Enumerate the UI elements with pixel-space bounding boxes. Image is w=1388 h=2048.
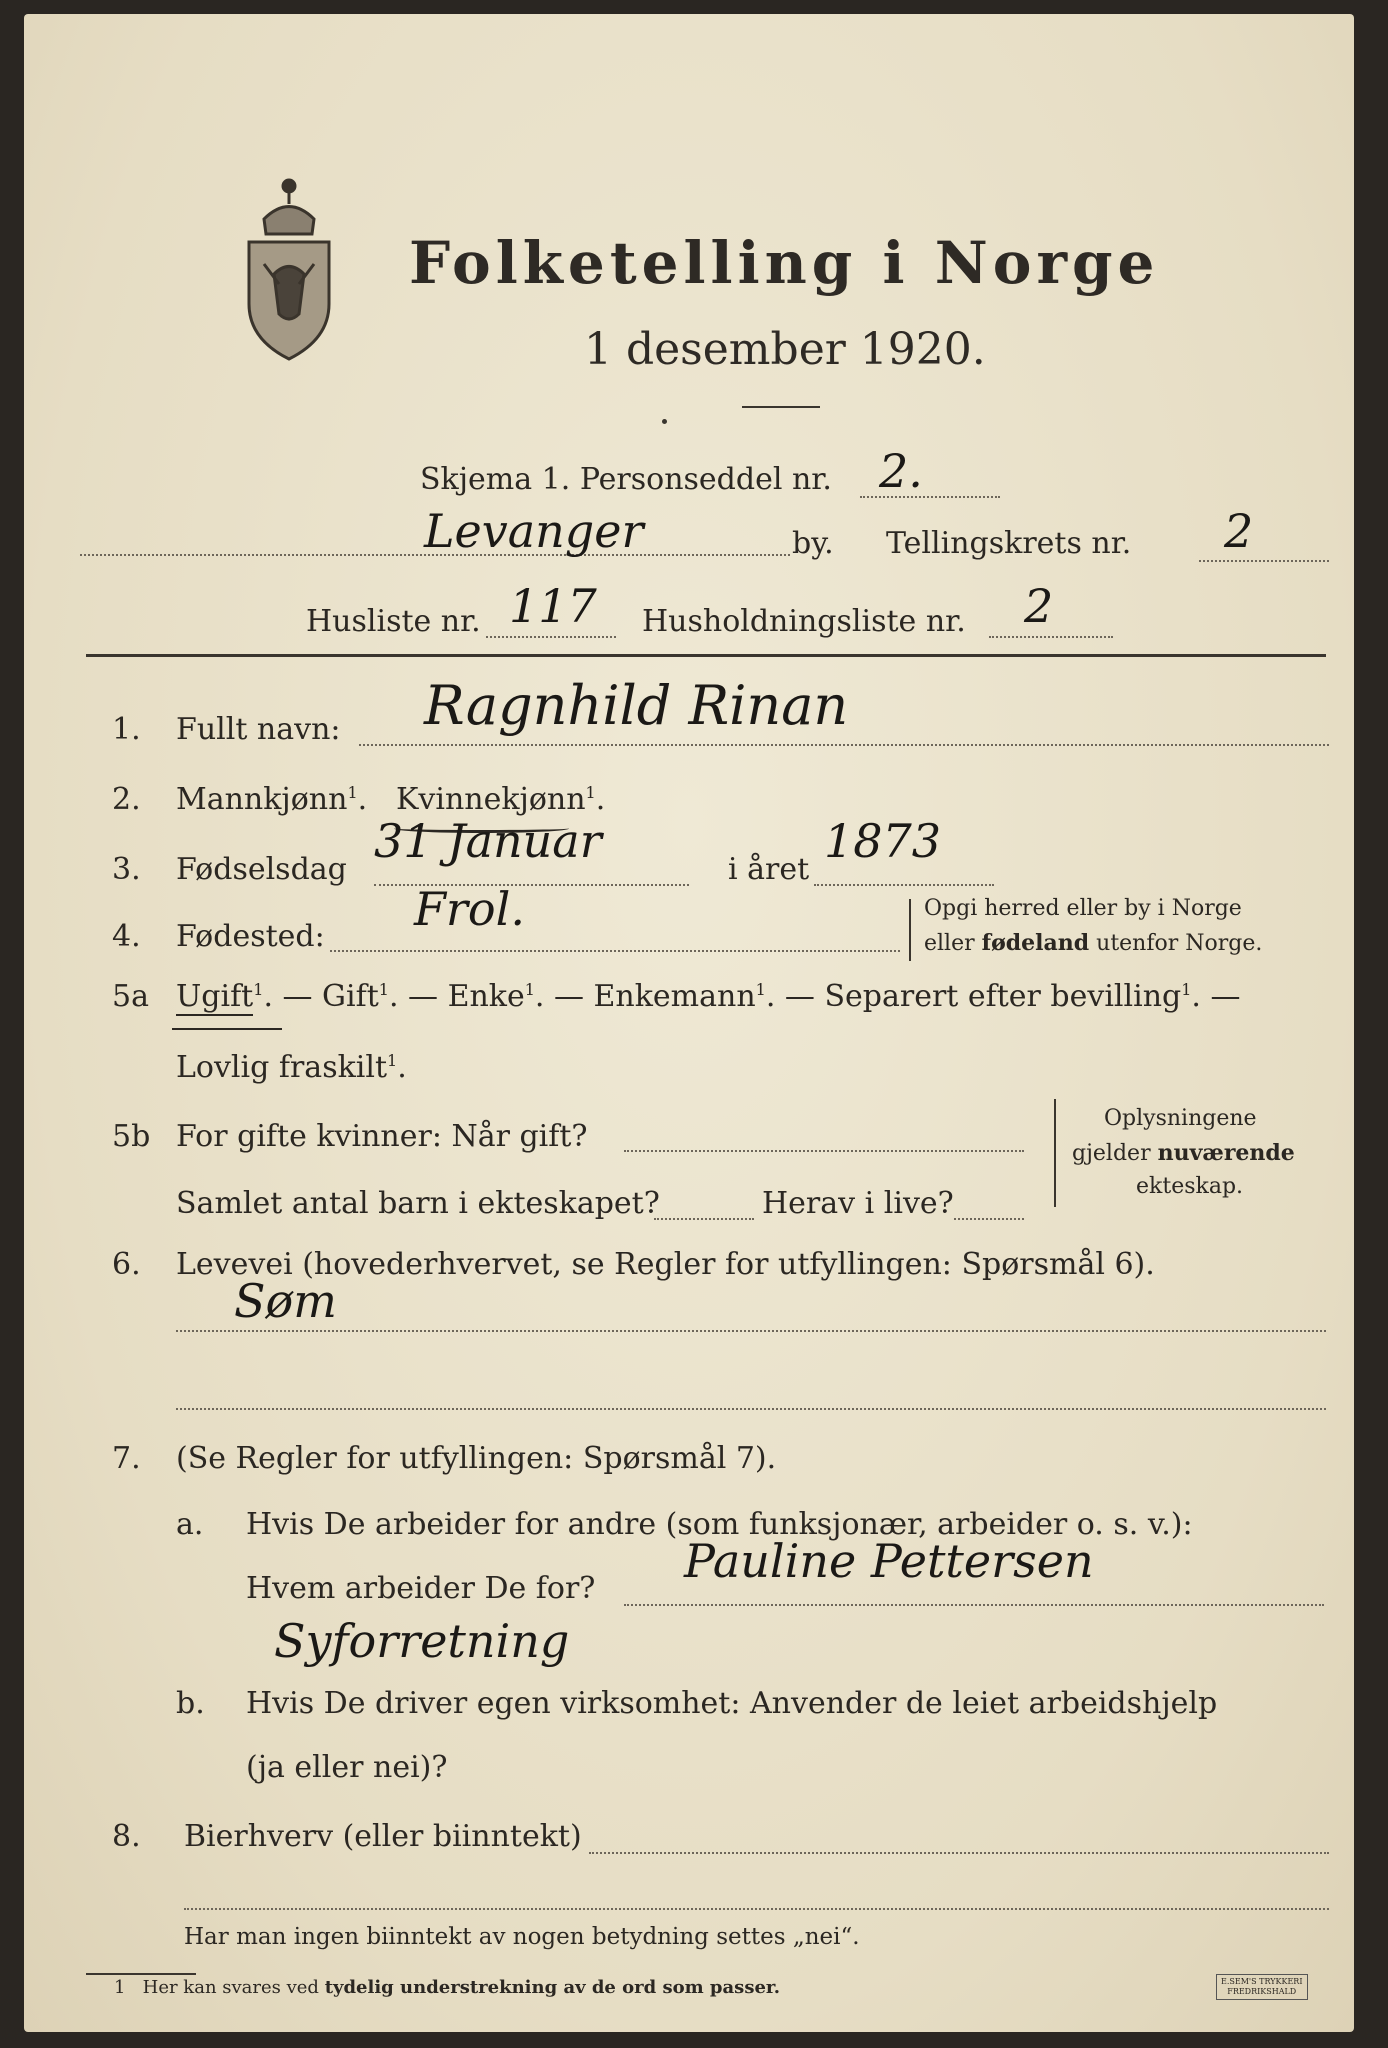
place-value[interactable]: Levanger	[424, 504, 644, 558]
q4-note-line1: Opgi herred eller by i Norge	[924, 896, 1242, 921]
q5b-children-label: Samlet antal barn i ekteskapet?	[176, 1186, 660, 1221]
q4-label: Fødested:	[176, 919, 325, 954]
schema-value[interactable]: 2.	[879, 444, 923, 498]
q6-label: Levevei (hovederhvervet, se Regler for utfyllingen: Spørsmål 6).	[176, 1247, 1155, 1282]
q6-value[interactable]: Søm	[234, 1274, 337, 1328]
household-field-line	[989, 636, 1113, 638]
schema-label: Skjema 1. Personseddel nr.	[420, 462, 832, 497]
dot-mark	[662, 419, 667, 424]
q7a-label: Hvis De arbeider for andre (som funksjonær, arbeider o. s. v.):	[246, 1507, 1193, 1542]
district-field-line	[1199, 560, 1329, 562]
q2-male: Mannkjønn$^1$.	[176, 782, 368, 817]
q5b-number: 5b	[112, 1119, 151, 1154]
q4-note-bracket	[909, 899, 911, 961]
q5b-note-line1: Oplysningene	[1104, 1106, 1257, 1131]
district-label: Tellingskrets nr.	[886, 526, 1132, 561]
q5b-alive-label: Herav i live?	[762, 1186, 954, 1221]
q4-field-line	[330, 950, 900, 952]
q5b-children-field-line	[654, 1218, 754, 1220]
q7b-number: b.	[176, 1686, 205, 1721]
household-value[interactable]: 2	[1024, 579, 1054, 633]
husliste-value[interactable]: 117	[509, 579, 597, 633]
husliste-field-line	[486, 636, 616, 638]
q7b-label: Hvis De driver egen virksomhet: Anvender de leiet arbeidshjelp	[246, 1686, 1218, 1721]
q5a-ugift-double-underline	[172, 1024, 282, 1030]
q3-year-field-line	[814, 884, 994, 886]
q1-label: Fullt navn:	[176, 712, 341, 747]
q5a-number: 5a	[112, 979, 149, 1014]
husliste-label: Husliste nr.	[306, 604, 481, 639]
form-title: Folketelling i Norge	[409, 229, 1160, 297]
q5a-separert[interactable]: Separert efter bevilling	[824, 979, 1182, 1014]
title-divider	[742, 406, 820, 408]
q3-label: Fødselsdag	[176, 852, 347, 887]
q2-female[interactable]: Kvinnekjønn$^1$.	[396, 782, 606, 817]
q7b-label-2: (ja eller nei)?	[246, 1750, 448, 1785]
district-value[interactable]: 2	[1224, 504, 1254, 558]
census-form	[24, 14, 1354, 2032]
q7a-who-label: Hvem arbeider De for?	[246, 1571, 596, 1606]
q7a-who-field-line	[624, 1604, 1324, 1606]
q7a-number: a.	[176, 1507, 204, 1542]
form-date: 1 desember 1920.	[584, 324, 986, 375]
q3-year-value[interactable]: 1873	[824, 814, 942, 868]
q5a-lovlig[interactable]: Lovlig fraskilt$^1$.	[176, 1050, 407, 1085]
q7a-who-value-2[interactable]: Syforretning	[274, 1614, 570, 1668]
q4-number: 4.	[112, 919, 141, 954]
q4-note-line2: eller fødeland utenfor Norge.	[924, 930, 1263, 956]
q1-number: 1.	[112, 712, 141, 747]
note-nei: Har man ingen biinntekt av nogen betydning settes „nei“.	[184, 1924, 860, 1950]
q5b-note-line3: ekteskap.	[1136, 1174, 1244, 1199]
q8-label: Bierhverv (eller biinntekt)	[184, 1819, 582, 1854]
household-label: Husholdningsliste nr.	[642, 604, 966, 639]
q8-field-line-2	[184, 1908, 1329, 1910]
q5b-alive-field-line	[954, 1218, 1024, 1220]
q5b-when-label: For gifte kvinner: Når gift?	[176, 1119, 588, 1154]
header-rule	[86, 654, 1326, 657]
q4-value[interactable]: Frol.	[414, 882, 525, 936]
q5a-enkemann[interactable]: Enkemann	[593, 979, 756, 1014]
q7-number: 7.	[112, 1441, 141, 1476]
q5a-gift[interactable]: Gift	[322, 979, 379, 1014]
footnote-rule	[86, 1973, 196, 1975]
q6-field-line-1	[176, 1330, 1326, 1332]
printer-mark: E.SEM'S TRYKKERI FREDRIKSHALD	[1216, 1974, 1308, 2000]
q5a-options: Ugift$^1$. — Gift$^1$. — Enke$^1$. — Enkemann$^1$. — Separert efter bevilling$^1$. —	[176, 979, 1241, 1014]
q3-number: 3.	[112, 852, 141, 887]
coat-of-arms-icon	[234, 164, 344, 368]
q5a-ugift[interactable]: Ugift	[176, 979, 254, 1014]
q2-number: 2.	[112, 782, 141, 817]
footnote: 1 Her kan svares ved tydelig understrekning av de ord som passer.	[114, 1977, 780, 1998]
q5b-note-bracket	[1054, 1099, 1056, 1207]
by-label: by.	[792, 526, 834, 561]
q6-number: 6.	[112, 1247, 141, 1282]
q7a-who-value[interactable]: Pauline Pettersen	[684, 1534, 1094, 1588]
q5b-note-line2: gjelder nuværende	[1072, 1140, 1295, 1166]
q7-label: (Se Regler for utfyllingen: Spørsmål 7).	[176, 1441, 777, 1476]
q8-field-line-1	[589, 1852, 1329, 1854]
q3-day-value[interactable]: 31 Januar	[374, 814, 602, 868]
q3-year-label: i året	[728, 852, 810, 887]
q1-field-line	[359, 744, 1329, 746]
q1-value[interactable]: Ragnhild Rinan	[424, 674, 849, 737]
q8-number: 8.	[112, 1819, 141, 1854]
q5a-enke[interactable]: Enke	[447, 979, 525, 1014]
q5b-when-field-line	[624, 1150, 1024, 1152]
q6-field-line-2	[176, 1408, 1326, 1410]
